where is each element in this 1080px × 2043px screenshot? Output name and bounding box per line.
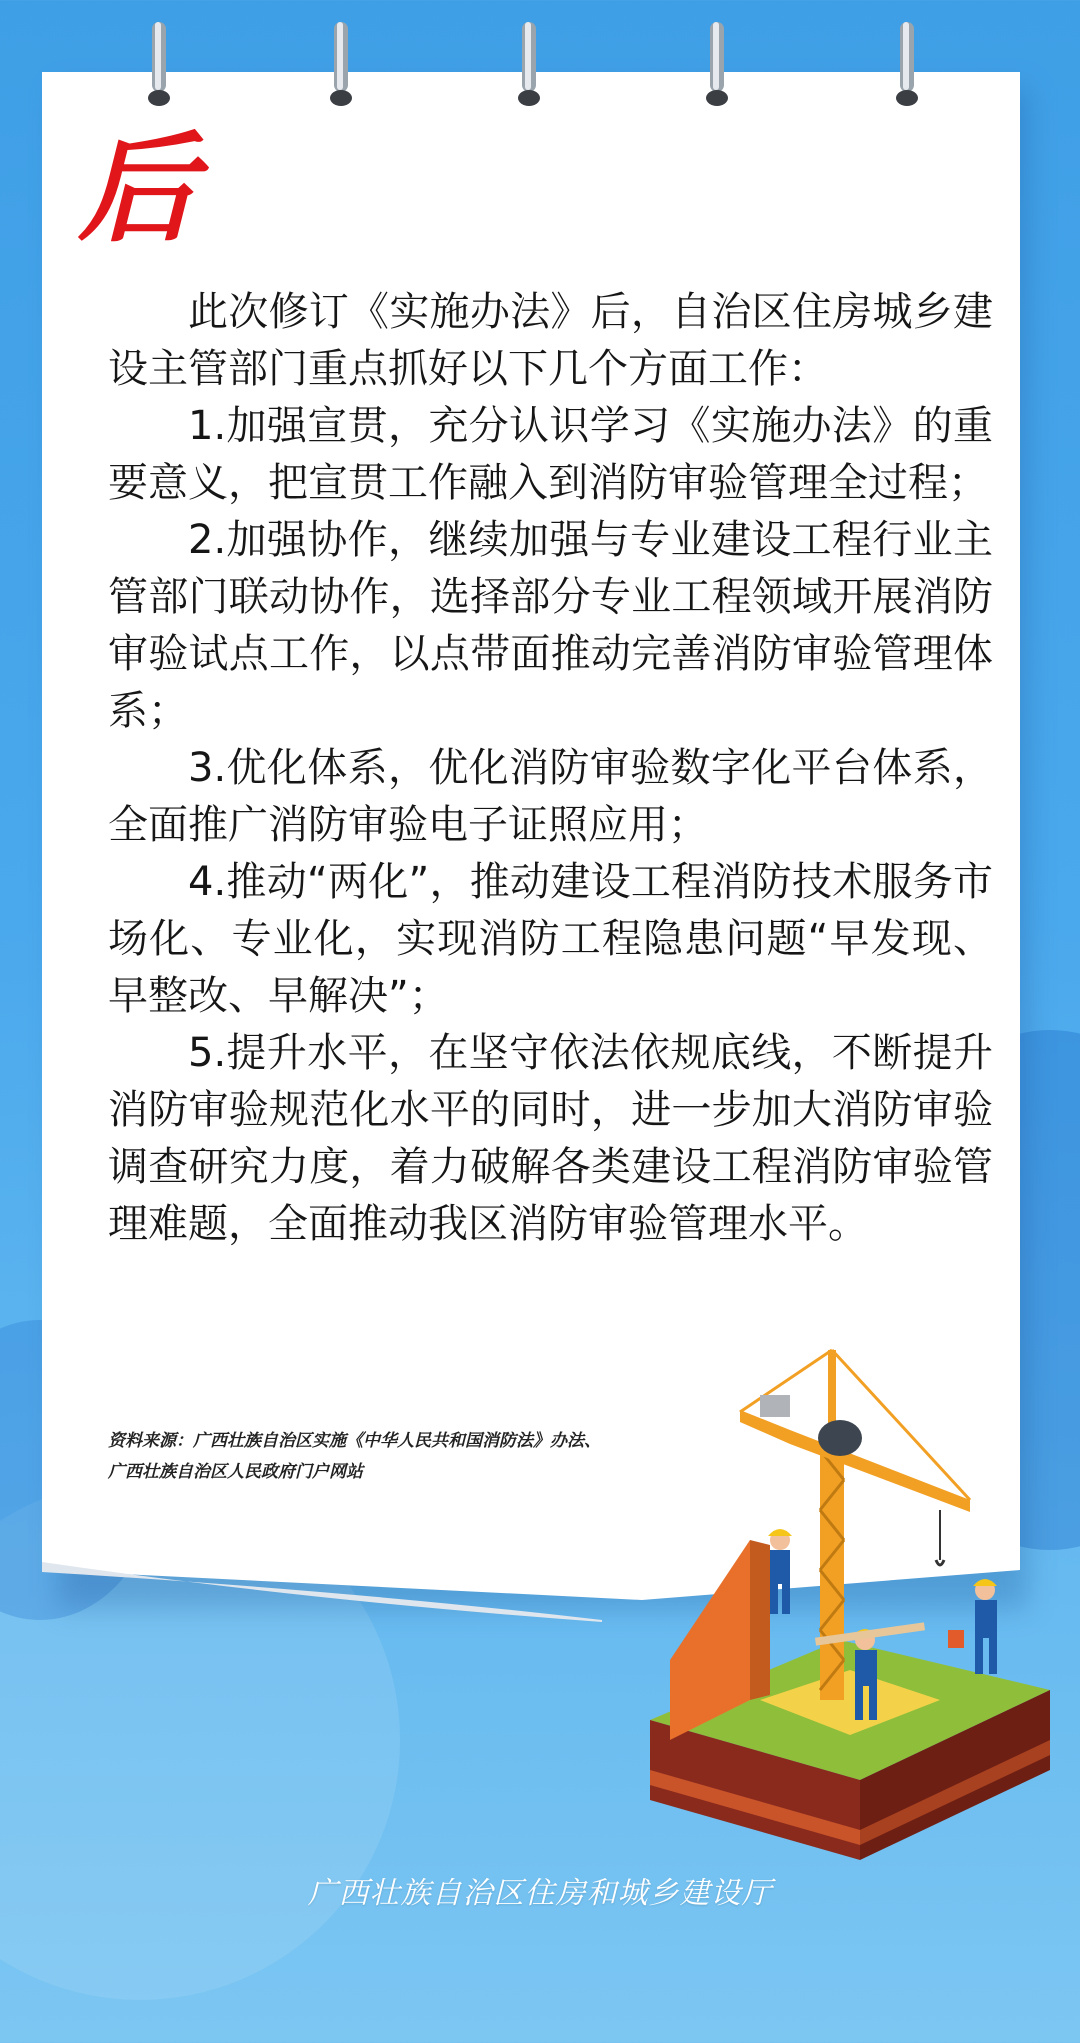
source-line-2: 广西壮族自治区人民政府门户网站 [108,1462,363,1482]
construction-site-illustration [640,1340,1060,1900]
footer-organization: 广西壮族自治区住房和城乡建设厅 [307,1876,773,1911]
worker-figure [768,1529,792,1614]
binder-ring-icon [328,22,354,108]
binder-ring-icon [516,22,542,108]
paragraph-item-3: 3.优化体系，优化消防审验数字化平台体系，全面推广消防审验电子证照应用； [108,745,993,848]
paragraph-item-1: 1.加强宣贯，充分认识学习《实施办法》的重要意义，把宣贯工作融入到消防审验管理全过程； [108,403,993,506]
article-body [108,284,993,1253]
binder-ring-icon [704,22,730,108]
paragraph-intro: 此次修订《实施办法》后，自治区住房城乡建设主管部门重点抓好以下几个方面工作： [108,289,993,392]
source-line-1: 资料来源：广西壮族自治区实施《中华人民共和国消防法》办法、 [108,1431,601,1451]
heading-character: 后 [78,119,197,258]
worker-figure [948,1579,997,1674]
binder-ring-icon [146,22,172,108]
paragraph-item-4: 4.推动“两化”，推动建设工程消防技术服务市场化、专业化，实现消防工程隐患问题“早发现、早整改、早解决”； [108,859,993,1019]
paragraph-item-2: 2.加强协作，继续加强与专业建设工程行业主管部门联动协作，选择部分专业工程领域开展消防审验试点工作，以点带面推动完善消防审验管理体系； [108,517,993,734]
binder-ring-icon [894,22,920,108]
paragraph-item-5: 5.提升水平，在坚守依法依规底线，不断提升消防审验规范化水平的同时，进一步加大消防审验调查研究力度，着力破解各类建设工程消防审验管理难题，全面推动我区消防审验管理水平。 [108,1030,993,1247]
